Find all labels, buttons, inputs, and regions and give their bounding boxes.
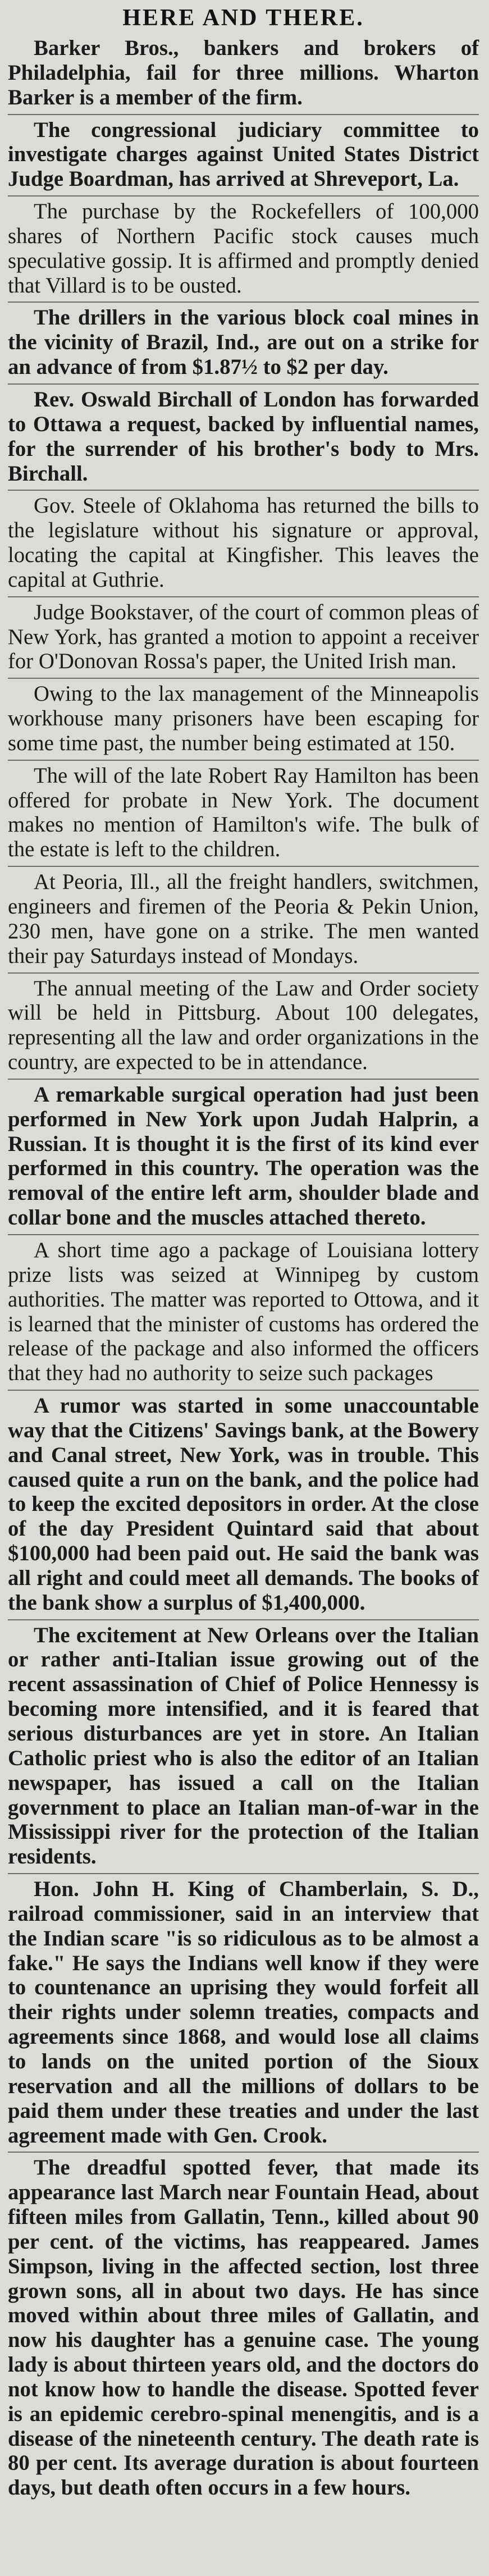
news-item: Hon. John H. King of Chamberlain, S. D., railroad commissioner, said in an interview that the Indian scare "is so ridiculous as to be almost a fake." He says the Indians well know if they were to countenance an uprising they would forfeit all their rights under solemn treaties, compacts and agreements since 1868, and would lose all claims to lands on the united portion of the Sioux reservation and all the millions of dollars to be paid them under these treaties and under the last agreement made with Gen. Crook. <box>8 1874 479 2153</box>
column-heading: HERE AND THERE. <box>122 5 364 31</box>
news-item: Barker Bros., bankers and brokers of Philadelphia, fail for three millions. Wharton Barker is a member of the firm. <box>8 36 479 115</box>
news-item: At Peoria, Ill., all the freight handlers, switchmen, engineers and firemen of the Peoria & Pekin Union, 230 men, have gone on a strike. The men wanted their pay Saturdays instead of Mondays. <box>8 867 479 973</box>
news-item: A short time ago a package of Louisiana lottery prize lists was seized at Winnipeg by custom authorities. The matter was reported to Ottowa, and it is learned that the minister of customs has ordered the release of the package and also informed the officers that they had no authority to seize such packages <box>8 1235 479 1391</box>
news-item: The annual meeting of the Law and Order society will be held in Pittsburg. About 100 delegates, representing all the law and order organizations in the country, are expected to be in attendance. <box>8 974 479 1080</box>
news-item: The dreadful spotted fever, that made its appearance last March near Fountain Head, about fifteen miles from Gallatin, Tenn., killed about 90 per cent. of the victims, has reappeared. James Simpson, living in the affected section, lost three grown sons, all in about two days. He has since moved within about three miles of Gallatin, and now his daughter has a genuine case. The young lady is about thirteen years old, and the doctors do not know how to handle the disease. Spotted fever is an epidemic cerebro-spinal menengitis, and is a disease of the nineteenth century. The death rate is 80 per cent. Its average duration is about fourteen days, but death often occurs in a few hours. <box>8 2155 479 2500</box>
news-item: A rumor was started in some unaccountable way that the Citizens' Savings bank, at the Bowery and Canal street, New York, was in trouble. This caused quite a run on the bank, and the police had to keep the excited depositors in order. At the close of the day President Quintard said that about $100,000 had been paid out. He said the bank was all right and could meet all demands. The books of the bank show a surplus of $1,400,000. <box>8 1391 479 1620</box>
news-item: Owing to the lax management of the Minneapolis workhouse many prisoners have been escaping for some time past, the number being estimated at 150. <box>8 679 479 761</box>
news-item: Rev. Oswald Birchall of London has forwarded to Ottawa a request, backed by influential names, for the surrender of his brother's body to Mrs. Birchall. <box>8 385 479 491</box>
news-item: A remarkable surgical operation had just been performed in New York upon Judah Halprin, a Russian. It is thought it is the first of its kind ever performed in this country. The operation was the removal of the entire left arm, shoulder blade and collar bone and the muscles attached thereto. <box>8 1080 479 1235</box>
news-item: The will of the late Robert Ray Hamilton has been offered for probate in New York. The document makes no mention of Hamilton's wife. The bulk of the estate is left to the children. <box>8 761 479 867</box>
news-item: The purchase by the Rockefellers of 100,000 shares of Northern Pacific stock causes much speculative gossip. It is affirmed and promptly denied that Villard is to be ousted. <box>8 197 479 303</box>
news-item: The drillers in the various block coal mines in the vicinity of Brazil, Ind., are out on a strike for an advance of from $1.87½ to $2 per day. <box>8 303 479 385</box>
news-item: Gov. Steele of Oklahoma has returned the bills to the legislature without his signature or approval, locating the capital at Kingfisher. This leaves the capital at Guthrie. <box>8 491 479 597</box>
news-item: The congressional judiciary committee to investigate charges against United States District Judge Boardman, has arrived at Shreveport, La. <box>8 115 479 197</box>
news-item: The excitement at New Orleans over the Italian or rather anti-Italian issue growing out of the recent assassination of Chief of Police Hennessy is becoming more intensified, and it is feared that serious disturbances are yet in store. An Italian Catholic priest who is also the editor of an Italian newspaper, has issued a call on the Italian government to place an Italian man-of-war in the Mississippi river for the protection of the Italian residents. <box>8 1620 479 1874</box>
news-item: Judge Bookstaver, of the court of common pleas of New York, has granted a motion to appoint a receiver for O'Donovan Rossa's paper, the United Irish man. <box>8 597 479 679</box>
